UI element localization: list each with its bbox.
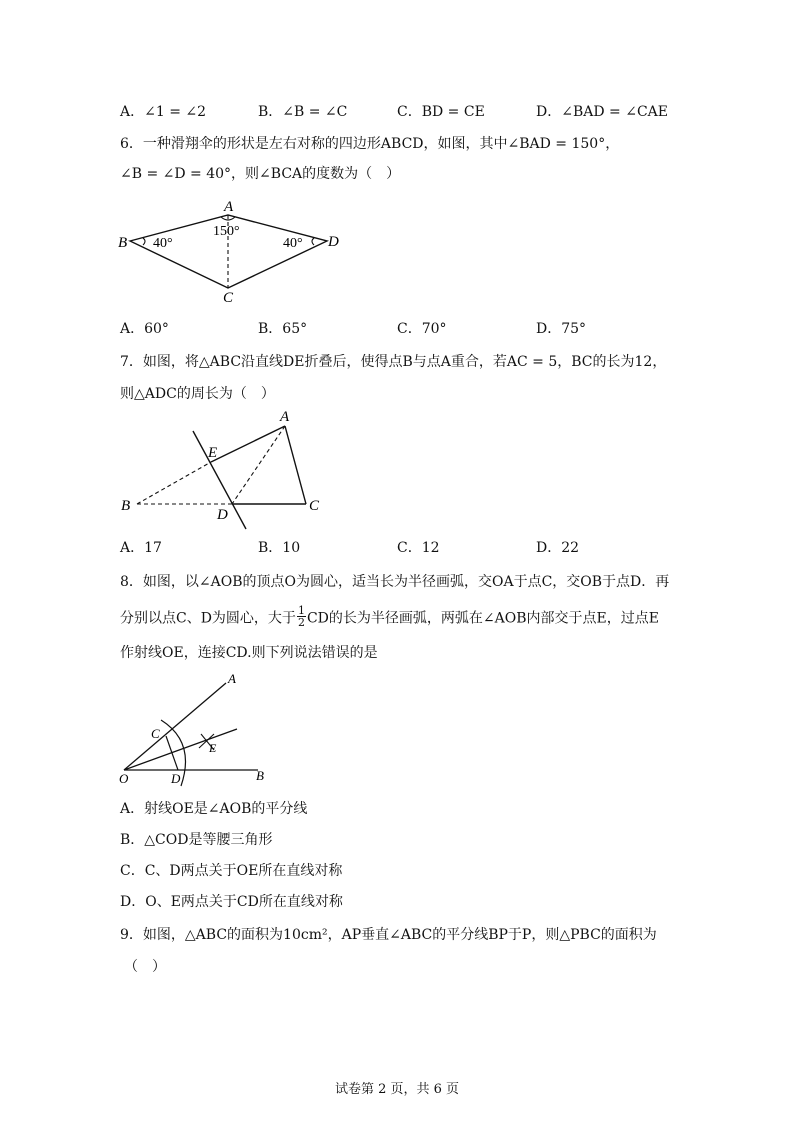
bisector-label-d: D [171, 771, 181, 786]
q7-stem-line1: 7．如图，将△ABC沿直线DE折叠后，使得点B与点A重合，若AC = 5，BC的长为12， [120, 354, 667, 370]
q5-option-a: A．∠1 = ∠2 [120, 104, 207, 120]
bisector-label-e: E [209, 741, 217, 755]
kite-angle-a: 150° [213, 224, 240, 239]
fold-label-d: D [217, 507, 228, 523]
fraction-numerator: 1 [297, 604, 305, 617]
q6-stem-line2: ∠B = ∠D = 40°，则∠BCA的度数为（ ） [120, 166, 401, 182]
kite-label-d: D [328, 234, 339, 250]
q7-stem-line2: 则△ADC的周长为（ ） [120, 386, 275, 402]
q6-stem-line1: 6．一种滑翔伞的形状是左右对称的四边形ABCD，如图，其中∠BAD = 150°， [120, 136, 620, 152]
q8-option-c: C．C、D两点关于OE所在直线对称 [120, 863, 343, 879]
bisector-label-a: A [228, 671, 236, 686]
q6-option-a: A．60° [120, 321, 169, 337]
q8-stem-line1: 8．如图，以∠AOB的顶点O为圆心，适当长为半径画弧，交OA于点C，交OB于点D．再 [120, 574, 670, 590]
kite-angle-b: 40° [153, 236, 173, 251]
ray-oa [124, 683, 226, 770]
q7-option-c: C．12 [397, 540, 440, 556]
q6-option-b: B．65° [258, 321, 308, 337]
q7-option-b: B．10 [258, 540, 301, 556]
bisector-label-b: B [256, 768, 264, 783]
fold-label-b: B [121, 498, 131, 514]
bisector-label-c: C [151, 726, 160, 741]
ray-oe [124, 729, 237, 770]
q8-option-d: D．O、E两点关于CD所在直线对称 [120, 894, 343, 910]
q6-option-c: C．70° [397, 321, 447, 337]
q6-option-d: D．75° [536, 321, 587, 337]
fold-label-e: E [208, 445, 218, 461]
q9-stem-line2: （ ） [124, 959, 166, 975]
segment-cd [166, 736, 178, 770]
q8-stem-line3: 作射线OE，连接CD.则下列说法错误的是 [120, 645, 378, 661]
q5-option-c: C．BD = CE [397, 104, 485, 120]
q5-option-d: D．∠BAD = ∠CAE [536, 104, 668, 120]
page-footer: 试卷第 2 页，共 6 页 [334, 1082, 460, 1097]
q8-stem-line2-after: CD的长为半径画弧，两弧在∠AOB内部交于点E，过点E [306, 610, 659, 627]
bisector-label-o: O [119, 771, 129, 786]
q8-stem-line2-before: 分别以点C、D为圆心，大于 [120, 610, 296, 627]
q7-option-a: A．17 [120, 540, 162, 556]
q5-option-b: B．∠B = ∠C [258, 104, 348, 120]
q7-option-d: D．22 [536, 540, 580, 556]
kite-label-a: A [224, 199, 234, 215]
kite-label-c: C [223, 290, 234, 306]
kite-label-b: B [118, 235, 128, 251]
kite-angle-d: 40° [283, 236, 303, 251]
fold-label-c: C [309, 498, 320, 514]
q8-option-b: B．△COD是等腰三角形 [120, 832, 273, 848]
fold-label-a: A [280, 409, 290, 425]
q9-stem-line1: 9．如图，△ABC的面积为10cm²，AP垂直∠ABC的平分线BP于P，则△PBC的面积为 [120, 927, 657, 943]
fraction-denominator: 2 [297, 616, 305, 629]
q8-option-a: A．射线OE是∠AOB的平分线 [120, 801, 308, 817]
